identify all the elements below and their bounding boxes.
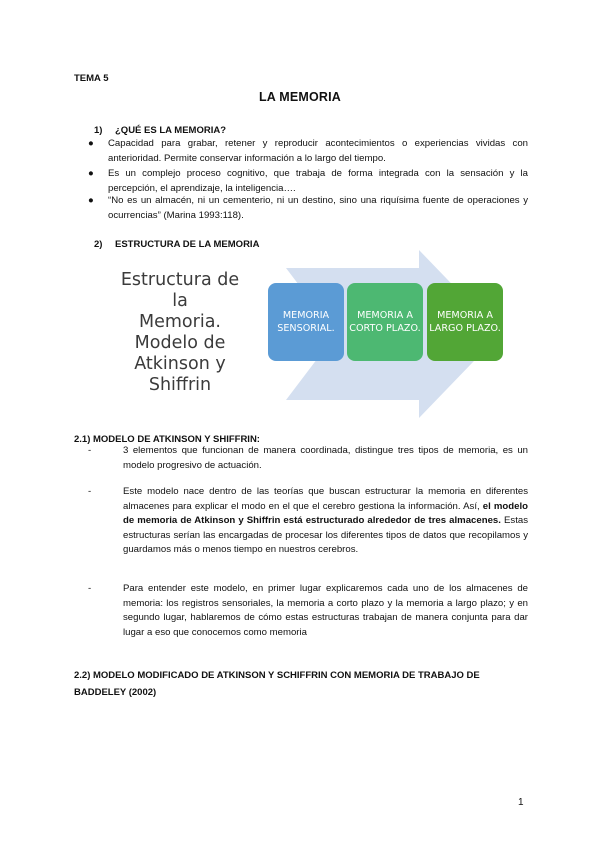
section-2-heading: ESTRUCTURA DE LA MEMORIA	[115, 239, 260, 250]
page-number: 1	[518, 797, 524, 808]
topic-label: TEMA 5	[74, 73, 109, 84]
item-text: Este modelo nace dentro de las teorías que buscan estructurar la memoria en diferentes almacenes para explicar el modo en el que el cerebro gestiona la información. Así, el modelo de memoria de Atkinson y Shiffrin está estructurado alrededor de tres almacenes. Estas estructuras serían las encargadas de procesar los diferentes tipos de datos que recopilamos y guardamos más o menos tiempo en nuestros cerebros.	[123, 486, 528, 555]
dash-icon: -	[88, 445, 92, 456]
section-2-2-heading: 2.2) MODELO MODIFICADO DE ATKINSON Y SCHIFFRIN CON MEMORIA DE TRABAJO DE BADDELEY (2002)	[74, 670, 480, 698]
item-text: Para entender este modelo, en primer lugar explicaremos cada uno de los almacenes de memoria: los registros sensoriales, la memoria a corto plazo y la memoria a largo plazo; y en segundo lugar, hablaremos de cómo estas estructuras trabajan de manera conjunta para dar lugar a eso que conocemos como memoria	[123, 583, 528, 638]
bullet-icon: ●	[88, 195, 94, 206]
memory-box-long-term: MEMORIA A LARGO PLAZO.	[427, 283, 503, 361]
section-1-heading: ¿QUÉ ES LA MEMORIA?	[115, 125, 227, 136]
section-2-1-heading: 2.1) MODELO DE ATKINSON Y SHIFFRIN:	[74, 434, 260, 445]
bullet-icon: ●	[88, 168, 94, 179]
bullet-text: Capacidad para grabar, retener y reproducir acontecimientos o experiencias vividas con anterioridad. Permite conservar información a lo largo del tiempo.	[108, 138, 528, 164]
bullet-text: “No es un almacén, ni un cementerio, ni un destino, sino una riquísima fuente de operaciones y ocurrencias” (Marina 1993:118).	[108, 195, 528, 221]
bullet-icon: ●	[88, 138, 94, 149]
emphasis-text: el modelo de memoria de Atkinson y Shiffrin está estructurado alrededor de tres almacenes.	[123, 500, 528, 526]
bullet-text: Es un complejo proceso cognitivo, que trabaja de forma integrada con la sensación y la percepción, el aprendizaje, la inteligencia….	[108, 168, 528, 194]
section-1-number: 1)	[94, 125, 103, 136]
diagram-title: Estructura de la Memoria. Modelo de Atkinson y Shiffrin	[120, 270, 240, 395]
page-title: LA MEMORIA	[258, 90, 342, 104]
dash-icon: -	[88, 583, 92, 594]
memory-box-short-term: MEMORIA A CORTO PLAZO.	[347, 283, 423, 361]
memory-box-sensorial: MEMORIA SENSORIAL.	[268, 283, 344, 361]
item-text: 3 elementos que funcionan de manera coordinada, distingue tres tipos de memoria, es un modelo progresivo de actuación.	[123, 445, 528, 471]
dash-icon: -	[88, 486, 92, 497]
section-2-number: 2)	[94, 239, 103, 250]
